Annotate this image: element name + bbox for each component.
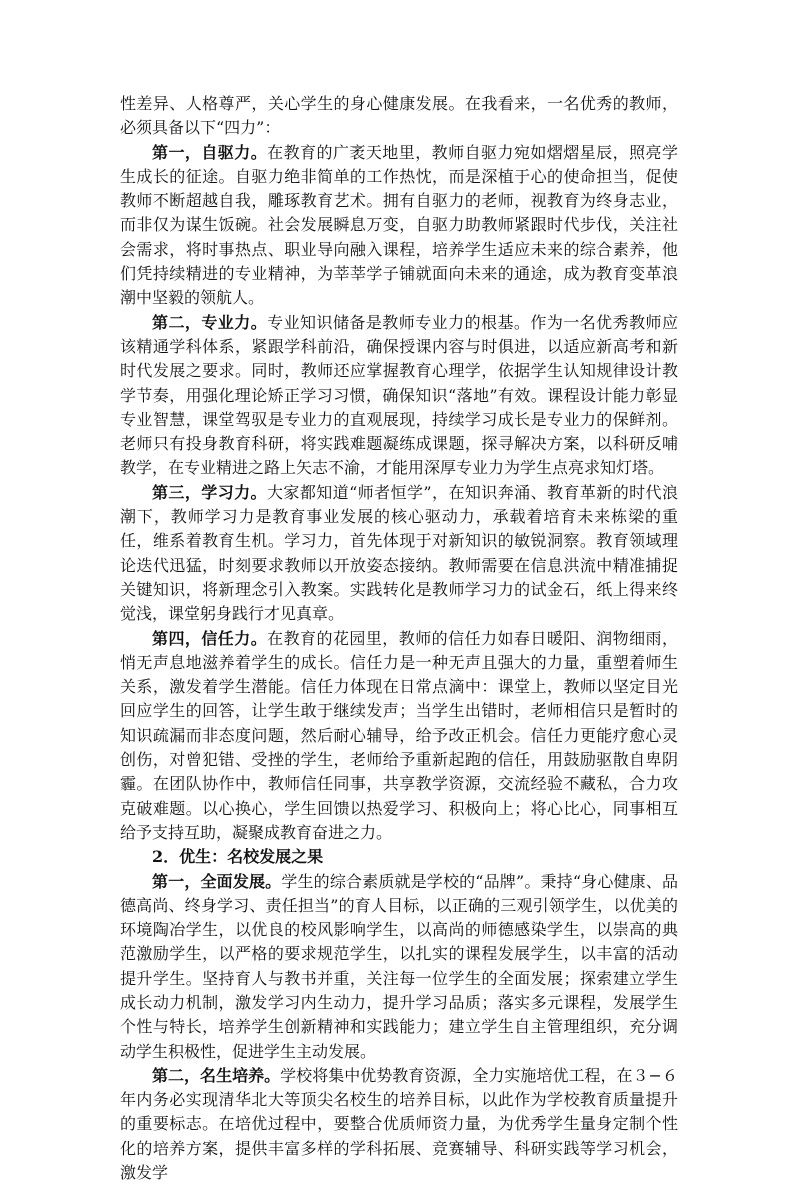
paragraph-top-students <box>120 1064 678 1185</box>
section-heading-text: 2．优生：名校发展之果 <box>152 847 324 867</box>
paragraph-professional <box>120 311 678 481</box>
paragraph-lead: 第四，信任力。 <box>152 628 268 648</box>
paragraph-text: 大家都知道“师者恒学”，在知识奔涌、教育革新的时代浪潮下，教师学习力是教育事业发展的核心驱动力，承载着培育未来栋梁的重任，维系着教育生机。学习力，首先体现于对新知识的敏锐洞察。教育领域理论迭代迅猛，时刻要求教师以开放姿态接纳。教师需要在信息洪流中精准捕捉关键知识，将新理念引入教案。实践转化是教师学习力的试金石，纸上得来终觉浅，课堂躬身践行才见真章。 <box>120 482 678 624</box>
paragraph-lead: 第二，名生培养。 <box>152 1065 281 1085</box>
paragraph-learning <box>120 481 678 627</box>
paragraph-lead: 第一，全面发展。 <box>152 871 282 891</box>
paragraph-text: 在教育的花园里，教师的信任力如春日暖阳、润物细雨，悄无声息地滋养着学生的成长。信任力是一种无声且强大的力量，重塑着师生关系，激发着学生潜能。信任力体现在日常点滴中：课堂上，教师以坚定目光回应学生的回答，让学生敢于继续发声；当学生出错时，老师相信只是暂时的知识疏漏而非态度问题，然后耐心辅导，给予改正机会。信任力更能疗愈心灵创伤，对曾犯错、受挫的学生，老师给予重新起跑的信任，用鼓励驱散自卑阴霾。在团队协作中，教师信任同事，共享教学资源，交流经验不藏私，合力攻克破难题。以心换心，学生回馈以热爱学习、积极向上；将心比心，同事相互给予支持互助，凝聚成教育奋进之力。 <box>120 628 678 842</box>
paragraph-lead: 第二，专业力。 <box>152 312 268 332</box>
paragraph-text: 专业知识储备是教师专业力的根基。作为一名优秀教师应该精通学科体系，紧跟学科前沿，确保授课内容与时俱进，以适应新高考和新时代发展之要求。同时，教师还应掌握教育心理学，依据学生认知规律设计教学节奏，用强化理论矫正学习习惯，确保知识“落地”有效。课程设计能力彰显专业智慧，课堂驾驭是专业力的直观展现，持续学习成长是专业力的保鲜剂。老师只有投身教育科研，将实践难题凝练成课题，探寻解决方案，以科研反哺教学，在专业精进之路上矢志不渝，才能用深厚专业力为学生点亮求知灯塔。 <box>120 312 678 478</box>
section-heading <box>120 845 678 869</box>
document-body <box>120 92 678 1185</box>
paragraph-self-drive <box>120 141 678 311</box>
paragraph-all-round <box>120 870 678 1064</box>
paragraph-text: 在教育的广袤天地里，教师自驱力宛如熠熠星辰，照亮学生成长的征途。自驱力绝非简单的工作热忱，而是深植于心的使命担当，促使教师不断超越自我，雕琢教育艺术。拥有自驱力的老师，视教育为终身志业，而非仅为谋生饭碗。社会发展瞬息万变，自驱力助教师紧跟时代步伐，关注社会需求，将时事热点、职业导向融入课程，培养学生适应未来的综合素养，他们凭持续精进的专业精神，为莘莘学子铺就面向未来的通途，成为教育变革浪潮中坚毅的领航人。 <box>120 142 678 308</box>
paragraph-continuation <box>120 92 678 141</box>
paragraph-lead: 第三，学习力。 <box>152 482 267 502</box>
paragraph-text: 学生的综合素质就是学校的“品牌”。秉持“身心健康、品德高尚、终身学习、责任担当”的育人目标，以正确的三观引领学生，以优美的环境陶冶学生，以优良的校风影响学生，以高尚的师德感染学生，以崇高的典范激励学生，以严格的要求规范学生，以扎实的课程发展学生，以丰富的活动提升学生。坚持育人与教书并重，关注每一位学生的全面发展；探索建立学生成长动力机制，激发学习内生动力，提升学习品质；落实多元课程，发展学生个性与特长，培养学生创新精神和实践能力；建立学生自主管理组织，充分调动学生积极性，促进学生主动发展。 <box>120 871 678 1061</box>
paragraph-text: 学校将集中优势教育资源，全力实施培优工程，在３−６年内务必实现清华北大等顶尖名校生的培养目标，以此作为学校教育质量提升的重要标志。在培优过程中，要整合优质师资力量，为优秀学生量身定制个性化的培养方案，提供丰富多样的学科拓展、竞赛辅导、科研实践等学习机会，激发学 <box>120 1065 678 1183</box>
paragraph-trust <box>120 627 678 846</box>
paragraph-lead: 第一，自驱力。 <box>152 142 268 162</box>
paragraph-text: 性差异、人格尊严，关心学生的身心健康发展。在我看来，一名优秀的教师，必须具备以下“四力”： <box>120 94 678 138</box>
